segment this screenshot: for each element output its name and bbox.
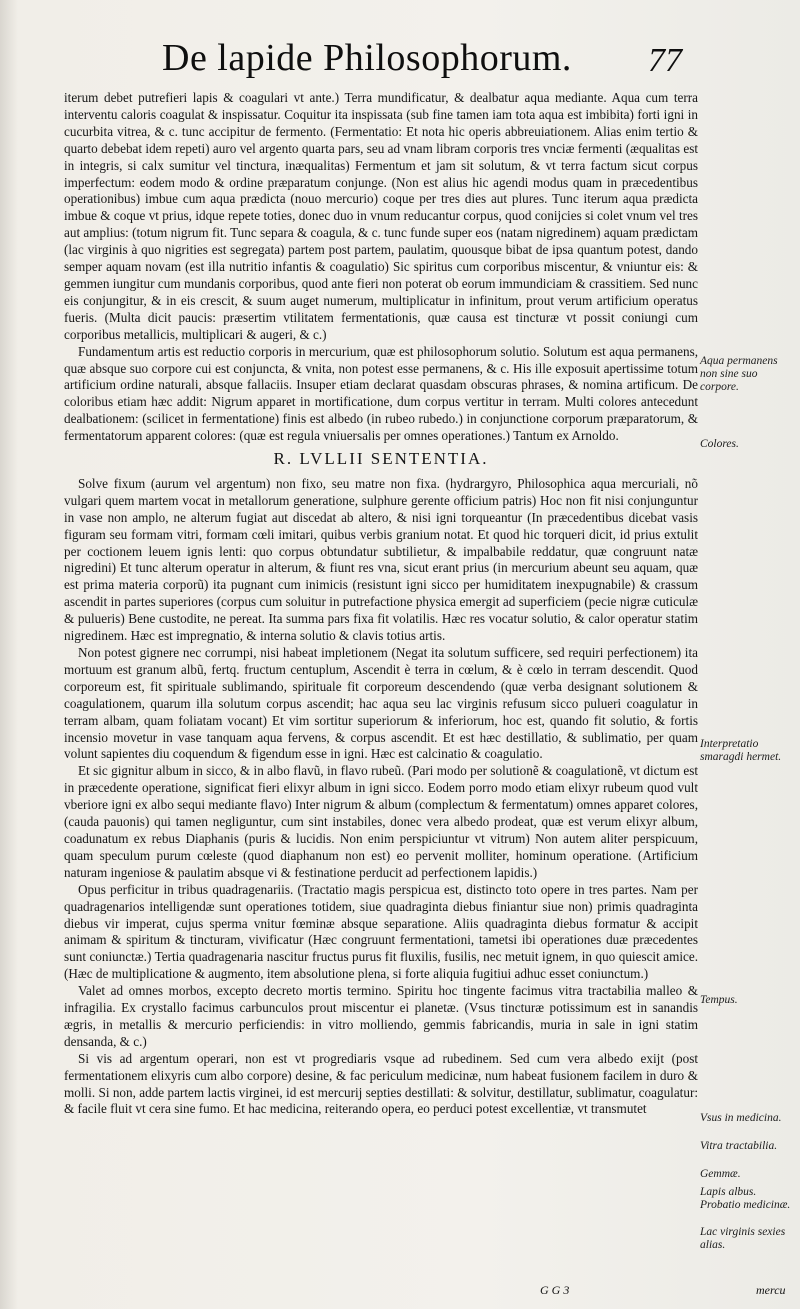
paragraph: Et sic gignitur album in sicco, & in albo flavũ, in flavo rubeũ. (Pari modo per solutionẽ & coagulationẽ, vt dictum est in præcedente operatione, significat fieri elixyr album in igni sicco. Eodem porro modo etiam elixyr rubeum quod vult vberiore igni ex albo sequi mediante flavo) Inter nigrum & album (complectum & fermentatum) omnes apparet colores, (cauda pauonis) qui tamen negliguntur, cum sint instabiles, donec vera albedo prodeat, quæ est verum elixyr album, coadunatum ex rebus Diaphanis (puris & lucidis. Non enim perspiciuntur vt vitrum) Non autem aliter perspicuum, quam speculum purum cœleste (quod diaphanum non est) eo pervenit molliter, hominum operatione. (Artificium naturam ingeniose & paulatim absque vi & festinatione perducit ad perfectionem lapidis.) <box>64 763 698 880</box>
margin-note: Colores. <box>700 438 739 450</box>
margin-note: Tempus. <box>700 994 738 1006</box>
paragraph: Solve fixum (aurum vel argentum) non fixo, seu matre non fixa. (hydrargyro, Philosophica aqua mercuriali, nõ vulgari quem martem vocat in metallorum generatione, sulphure gerente officium patris) Hoc non fit nisi conjunguntur in vase non amplo, ne alterum fugiat aut discedat ab altero, & nisi igni torqueantur (In præcedentibus dicebat vasis figuram seu formam vitri, formam cœli imitari, quibus verbis granium notat. Et quod hic torqueri dicit, id prius extulit per coctionem leuem ignis lenti: quo corpus obtundatur subtilietur, & impalbabile reddatur, quæ congruunt natæ nigredini) Et tunc alterum operatur in alterum, & fiunt res vna, sicut erant prius (in mercurium abeunt seu aquam, quæ est prima materia corporũ) ita pugnant cum inimicis (resistunt igni sicco per humiditatem inexpugnabile) & crassum ascendit in partes superiores (corpus cum soluitur in putrefactione physica emergit ad superficiem (pecie nigræ cuticulæ & pulueris) Bene custodite, ne pereat. Ita summa pars fixa fit volatilis. Hæc res vocatur solutio, & calor operatur statim nigredinem. Hæc est impregnatio, & interna solutio & clavis totius artis. <box>64 475 698 644</box>
margin-note: Vitra tractabilia. <box>700 1140 778 1152</box>
paragraph: Fundamentum artis est reductio corporis in mercurium, quæ est philosophorum solutio. Solutum est aqua permanens, quæ absque suo corpore cui est conjuncta, & vnita, non potest esse permanens, & c. His ille exposuit apertissime totum artificium ordine naturali, absque fallaciis. Insuper etiam declarat quasdam obscuras phrases, & nomina artificum. De coloribus etiam hæc addit: Nigrum apparet in mortificatione, dum corpus vertitur in terram. Multi colores antecedunt dealbationem: (scilicet in fermentatione) finis est albedo (in rubeo rubedo.) in conjunctione corporum præparatorum, & fermentatorum apparent colores: (quæ est regula vniuersalis per omnes operationes.) Tantum ex Arnoldo. <box>64 343 698 444</box>
signature-mark: G G 3 <box>540 1283 570 1297</box>
margin-note: Vsus in medicina. <box>700 1112 782 1124</box>
paragraph: Opus perficitur in tribus quadragenariis. (Tractatio magis perspicua est, distincto toto opere in tres partes. Nam per quadragenarios intelligendæ sunt operationes totidem, siue quadraginta diebus finiantur siue non) primis quadraginta diebus vir imperat, cujus sperma vnitur fœminæ absque separatione. Aliis quadraginta diebus formatur & accipit animam & spiritum & tincturam, vivificatur (Hæc congruunt fermentationi, tametsi ibi operationes duæ præcedentes sunt coniunctæ.) Tertia quadragenaria nascitur fructus purus fit fluxilis, fusilis, nec metuit ignem, in quo quiescit amice. (Hæc de multiplicatione & augmento, item absolutione plena, si forte aliquia fugitiui adhuc esset coniunctum.) <box>64 881 698 982</box>
catchword: mercu <box>756 1283 786 1297</box>
margin-note: Lac virginis sexies alias. <box>700 1226 786 1251</box>
page-number: 77 <box>648 42 682 79</box>
running-header <box>0 28 800 88</box>
paragraph: Si vis ad argentum operari, non est vt progrediaris vsque ad rubedinem. Sed cum vera albedo exijt (post fermentationem elixyris cum albo corpore) desine, & fac periculum medicinæ, num habeat fusionem facilem in duro & molli. Si non, adde partem lactis virginei, id est mercurij septies destillati: & solvitur, destillatur, sublimatur, coagulatur: & facile fluit vt cera sine fumo. Et hac medicina, reiterando opera, eo perduci potest excellentiæ, vt transmutet <box>64 1050 698 1117</box>
paragraph: Non potest gignere nec corrumpi, nisi habeat impletionem (Negat ita solutum sufficere, sed requiri perfectionem) ita mortuum est granum albũ, fertq. fructum centuplum, Ascendit è terra in cœlum, & è cœlo in terram descendit. Quod corporeum est, fit spirituale sublimando, spirituale fit corporeum descendendo (quæ verba designant solutionem & coagulationem, quarum illa solutum corpus ascendit; hac aqua seu lac virginis refusum sicco pulueri coagulatur in terram albam, quam foliatam vocant) Et vim sortitur superiorum & inferiorum, hoc est, quando fit solutio, & fortis incensio movetur in vase tanquam aqua fervens, & corpus ascendit. Et est hæc destillatio, & sublimatio, per quam volunt sapientes diu coquendum & figendum esse in igni. Hæc est calcinatio & coagulatio. <box>64 645 698 762</box>
margin-note: Gemmæ. <box>700 1168 741 1180</box>
running-title: De lapide Philosophorum. <box>162 37 572 79</box>
page-footer <box>0 1283 800 1307</box>
margin-note: Lapis albus. Probatio medicinæ. <box>700 1186 791 1211</box>
section-heading: R. LVLLII SENTENTIA. <box>273 449 489 469</box>
main-text-column <box>64 90 698 1118</box>
margin-note: Interpretatio smaragdi hermet. <box>700 738 782 763</box>
paragraph: iterum debet putrefieri lapis & coagulari vt ante.) Terra mundificatur, & dealbatur aqua mediante. Aqua cum terra interventu caloris coagulat & inspissatur. Coquitur ita inspissata (sub fine tamen iam tota aqua est imbibita) forti igni in cucurbita vitrea, & c. tunc accipitur de fermento. (Fermentatio: Et nota hic operis abbreuiationem. Alias enim tertio & quarto debebat idem repeti) auro vel argento quarta pars, seu ad vnam libram corporis tres vnciæ fermenti (æqualitas est in integris, si calx sumitur vel tinctura, inæqualitas) Fermentum et jam sit solutum, & vt terra factum sicut corpus imperfectum: eodem modo & ordine præparatum conjunge. (Non est alius hic agendi modus quam in præcedentibus operationibus) imbue cum aqua prædicta (nouo mercurio) coque per tres dies aut plures. Tunc iterum aqua prædicta imbue & coque vt prius, idque repete toties, donec duo in vnum reducantur corpus, quod conijcies si colet vnum vel tres aut amplius: (totum nigrum fit. Tunc separa & coagula, & c. tunc funde super eos (natam nigredinem) aquam prædictam (lac virginis à quo nigrities est segregata) partem post partem, paulatim, quousque bibat de ipsa quantum potest, dando semper aquam novam (est illa nutritio infantis & coagulatio) Sic spiritus cum corporibus miscentur, & vniuntur eis: & gemmen iungitur cum mundanis corporibus, quod ante fieri non poterat ob eorum immundiciam & crassitiem. Sed nunc eis conjungitur, & in eis crescit, & suum auget numerum, multiplicatur in infinitum, prout verum artificium operatus fueris. (Multa dicit paucis: præsertim vtilitatem fermentationis, quæ causa est tincturæ vt possit coniungi cum corporibus metallicis, multiplicari & augeri, & c.) <box>64 90 698 342</box>
margin-note: Aqua permanens non sine suo corpore. <box>700 355 778 393</box>
paragraph: Valet ad omnes morbos, excepto decreto mortis termino. Spiritu hoc tingente facimus vitra tractabilia malleo & infragilia. Ex crystallo facimus carbunculos prout miscentur ei planetæ. (Vsus tincturæ potissimum est in sanandis ægris, in metallis & mercurio perficiendis: in vitro molliendo, gemmis fabricandis, muria in sale in igni statim densanda, & c.) <box>64 983 698 1049</box>
